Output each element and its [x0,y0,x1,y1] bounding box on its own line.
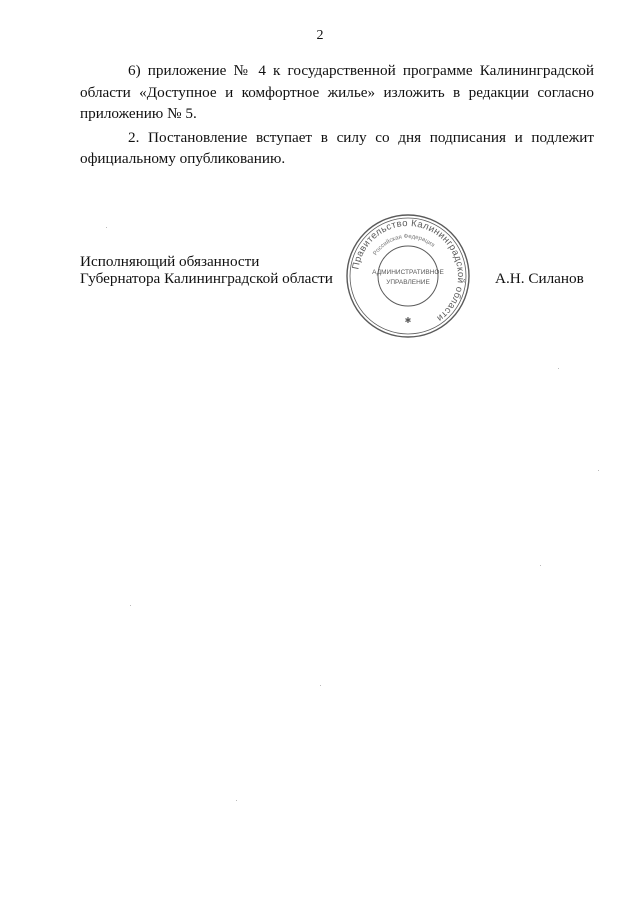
seal-center-line2: УПРАВЛЕНИЕ [386,279,430,286]
scan-speck [558,368,559,369]
official-seal [344,212,472,340]
scan-speck [540,565,541,566]
signer-name: А.Н. Силанов [495,270,584,287]
document-body [80,60,594,172]
scan-speck [106,227,107,228]
paragraph-amendment: 6) приложение № 4 к государственной программе Калининградской области «Доступное и комфортное жилье» изложить в редакции согласно приложению № 5. [80,62,594,122]
seal-outer-text: Правительство Калининградской области [350,217,467,324]
paragraph-effective-date: 2. Постановление вступает в силу со дня подписания и подлежит официальному опубликованию. [80,128,594,167]
seal-inner-ring [378,246,438,306]
scan-speck [236,800,237,801]
scan-speck [130,605,131,606]
seal-star-icon: ✱ [404,316,412,325]
page-number: 2 [316,28,324,43]
signer-title-line2: Губернатора Калининградской области [80,270,333,287]
seal-center-line1: АДМИНИСТРАТИВНОЕ [372,269,444,276]
signer-title [80,253,333,287]
signer-title-line1: Исполняющий обязанности [80,253,260,270]
scan-speck [320,685,321,686]
seal-top-text: Российская Федерация [372,233,436,257]
seal-icon [344,212,472,340]
scan-speck [598,470,599,471]
